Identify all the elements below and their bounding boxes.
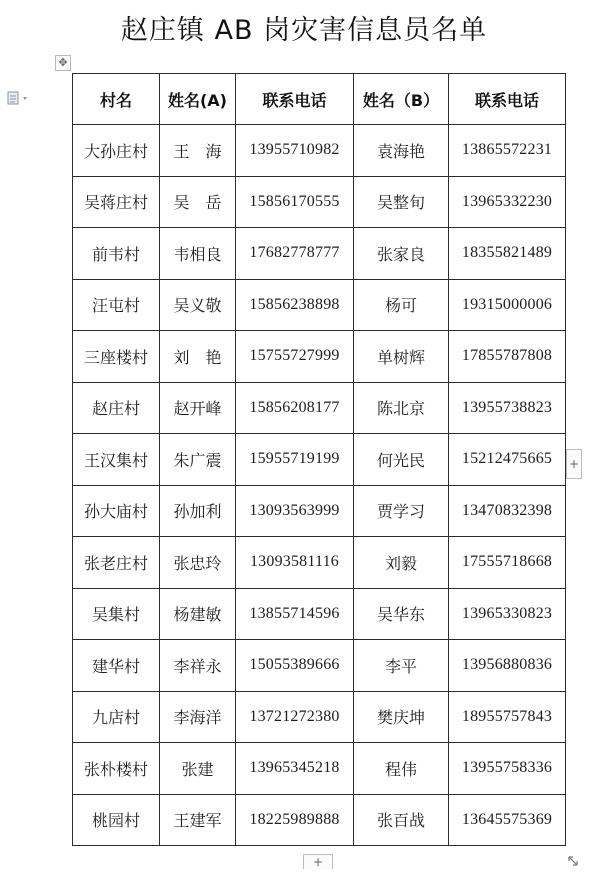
village-cell[interactable]: 王汉集村	[73, 434, 160, 486]
phone-a-cell[interactable]: 13855714596	[236, 588, 354, 640]
table-row	[73, 331, 566, 383]
name-a-cell[interactable]: 吴 岳	[160, 176, 236, 228]
name-a-cell[interactable]: 孙加利	[160, 485, 236, 537]
name-a-cell[interactable]: 吴义敬	[160, 279, 236, 331]
name-b-cell[interactable]: 刘毅	[354, 537, 449, 589]
table-row	[73, 537, 566, 589]
name-b-cell[interactable]: 袁海艳	[354, 125, 449, 177]
phone-a-cell[interactable]: 18225989888	[236, 794, 354, 846]
phone-b-cell[interactable]: 13956880836	[449, 640, 566, 692]
name-a-cell[interactable]: 张建	[160, 743, 236, 795]
phone-a-cell[interactable]: 15755727999	[236, 331, 354, 383]
phone-a-cell[interactable]: 13093581116	[236, 537, 354, 589]
phone-b-cell[interactable]: 13955738823	[449, 382, 566, 434]
table-row	[73, 382, 566, 434]
phone-b-cell[interactable]: 17555718668	[449, 537, 566, 589]
name-b-cell[interactable]: 贾学习	[354, 485, 449, 537]
phone-a-cell[interactable]: 17682778777	[236, 228, 354, 280]
phone-b-cell[interactable]: 15212475665	[449, 434, 566, 486]
phone-b-cell[interactable]: 19315000006	[449, 279, 566, 331]
table-row	[73, 691, 566, 743]
phone-a-cell[interactable]: 15856170555	[236, 176, 354, 228]
name-a-cell[interactable]: 韦相良	[160, 228, 236, 280]
page-title: 赵庄镇 AB 岗灾害信息员名单	[120, 15, 488, 46]
name-b-cell[interactable]: 吴整旬	[354, 176, 449, 228]
phone-b-cell[interactable]: 13965332230	[449, 176, 566, 228]
name-b-cell[interactable]: 陈北京	[354, 382, 449, 434]
village-cell[interactable]: 桃园村	[73, 794, 160, 846]
header-village: 村名	[73, 74, 160, 125]
table-row	[73, 640, 566, 692]
name-a-cell[interactable]: 李祥永	[160, 640, 236, 692]
phone-a-cell[interactable]: 13721272380	[236, 691, 354, 743]
phone-a-cell[interactable]: 15955719199	[236, 434, 354, 486]
table-header-row	[73, 74, 566, 125]
name-b-cell[interactable]: 程伟	[354, 743, 449, 795]
header-name-a: 姓名(A)	[160, 74, 236, 125]
name-a-cell[interactable]: 李海洋	[160, 691, 236, 743]
name-a-cell[interactable]: 张忠玲	[160, 537, 236, 589]
phone-b-cell[interactable]: 13955758336	[449, 743, 566, 795]
table-row	[73, 176, 566, 228]
header-phone-b: 联系电话	[449, 74, 566, 125]
name-a-cell[interactable]: 朱广震	[160, 434, 236, 486]
phone-b-cell[interactable]: 13865572231	[449, 125, 566, 177]
phone-a-cell[interactable]: 13955710982	[236, 125, 354, 177]
name-a-cell[interactable]: 刘 艳	[160, 331, 236, 383]
phone-b-cell[interactable]: 17855787808	[449, 331, 566, 383]
disaster-info-officer-table	[72, 73, 566, 846]
name-b-cell[interactable]: 杨可	[354, 279, 449, 331]
name-b-cell[interactable]: 何光民	[354, 434, 449, 486]
name-b-cell[interactable]: 张家良	[354, 228, 449, 280]
village-cell[interactable]: 汪屯村	[73, 279, 160, 331]
phone-a-cell[interactable]: 15856208177	[236, 382, 354, 434]
phone-a-cell[interactable]: 13965345218	[236, 743, 354, 795]
village-cell[interactable]: 三座楼村	[73, 331, 160, 383]
name-a-cell[interactable]: 王 海	[160, 125, 236, 177]
phone-b-cell[interactable]: 18955757843	[449, 691, 566, 743]
add-column-icon[interactable]: +	[566, 449, 582, 479]
village-cell[interactable]: 吴蒋庄村	[73, 176, 160, 228]
village-cell[interactable]: 九店村	[73, 691, 160, 743]
village-cell[interactable]: 张朴楼村	[73, 743, 160, 795]
village-cell[interactable]: 建华村	[73, 640, 160, 692]
name-a-cell[interactable]: 杨建敏	[160, 588, 236, 640]
phone-b-cell[interactable]: 13965330823	[449, 588, 566, 640]
add-row-icon[interactable]: +	[303, 854, 333, 869]
name-b-cell[interactable]: 李平	[354, 640, 449, 692]
phone-a-cell[interactable]: 15055389666	[236, 640, 354, 692]
village-cell[interactable]: 吴集村	[73, 588, 160, 640]
table-row	[73, 743, 566, 795]
name-a-cell[interactable]: 王建军	[160, 794, 236, 846]
phone-a-cell[interactable]: 15856238898	[236, 279, 354, 331]
table-row	[73, 125, 566, 177]
name-b-cell[interactable]: 单树辉	[354, 331, 449, 383]
document-menu-icon[interactable]	[6, 90, 36, 104]
table-row	[73, 588, 566, 640]
phone-b-cell[interactable]: 18355821489	[449, 228, 566, 280]
village-cell[interactable]: 张老庄村	[73, 537, 160, 589]
header-phone-a: 联系电话	[236, 74, 354, 125]
move-table-icon[interactable]: ✥	[55, 55, 71, 71]
village-cell[interactable]: 大孙庄村	[73, 125, 160, 177]
phone-a-cell[interactable]: 13093563999	[236, 485, 354, 537]
name-b-cell[interactable]: 吴华东	[354, 588, 449, 640]
header-name-b: 姓名（B）	[354, 74, 449, 125]
table-row	[73, 485, 566, 537]
village-cell[interactable]: 孙大庙村	[73, 485, 160, 537]
table-row	[73, 794, 566, 846]
table-row	[73, 434, 566, 486]
table-row	[73, 228, 566, 280]
resize-table-icon[interactable]	[566, 853, 580, 867]
name-b-cell[interactable]: 张百战	[354, 794, 449, 846]
village-cell[interactable]: 前韦村	[73, 228, 160, 280]
name-b-cell[interactable]: 樊庆坤	[354, 691, 449, 743]
table-row	[73, 279, 566, 331]
village-cell[interactable]: 赵庄村	[73, 382, 160, 434]
name-a-cell[interactable]: 赵开峰	[160, 382, 236, 434]
phone-b-cell[interactable]: 13470832398	[449, 485, 566, 537]
phone-b-cell[interactable]: 13645575369	[449, 794, 566, 846]
